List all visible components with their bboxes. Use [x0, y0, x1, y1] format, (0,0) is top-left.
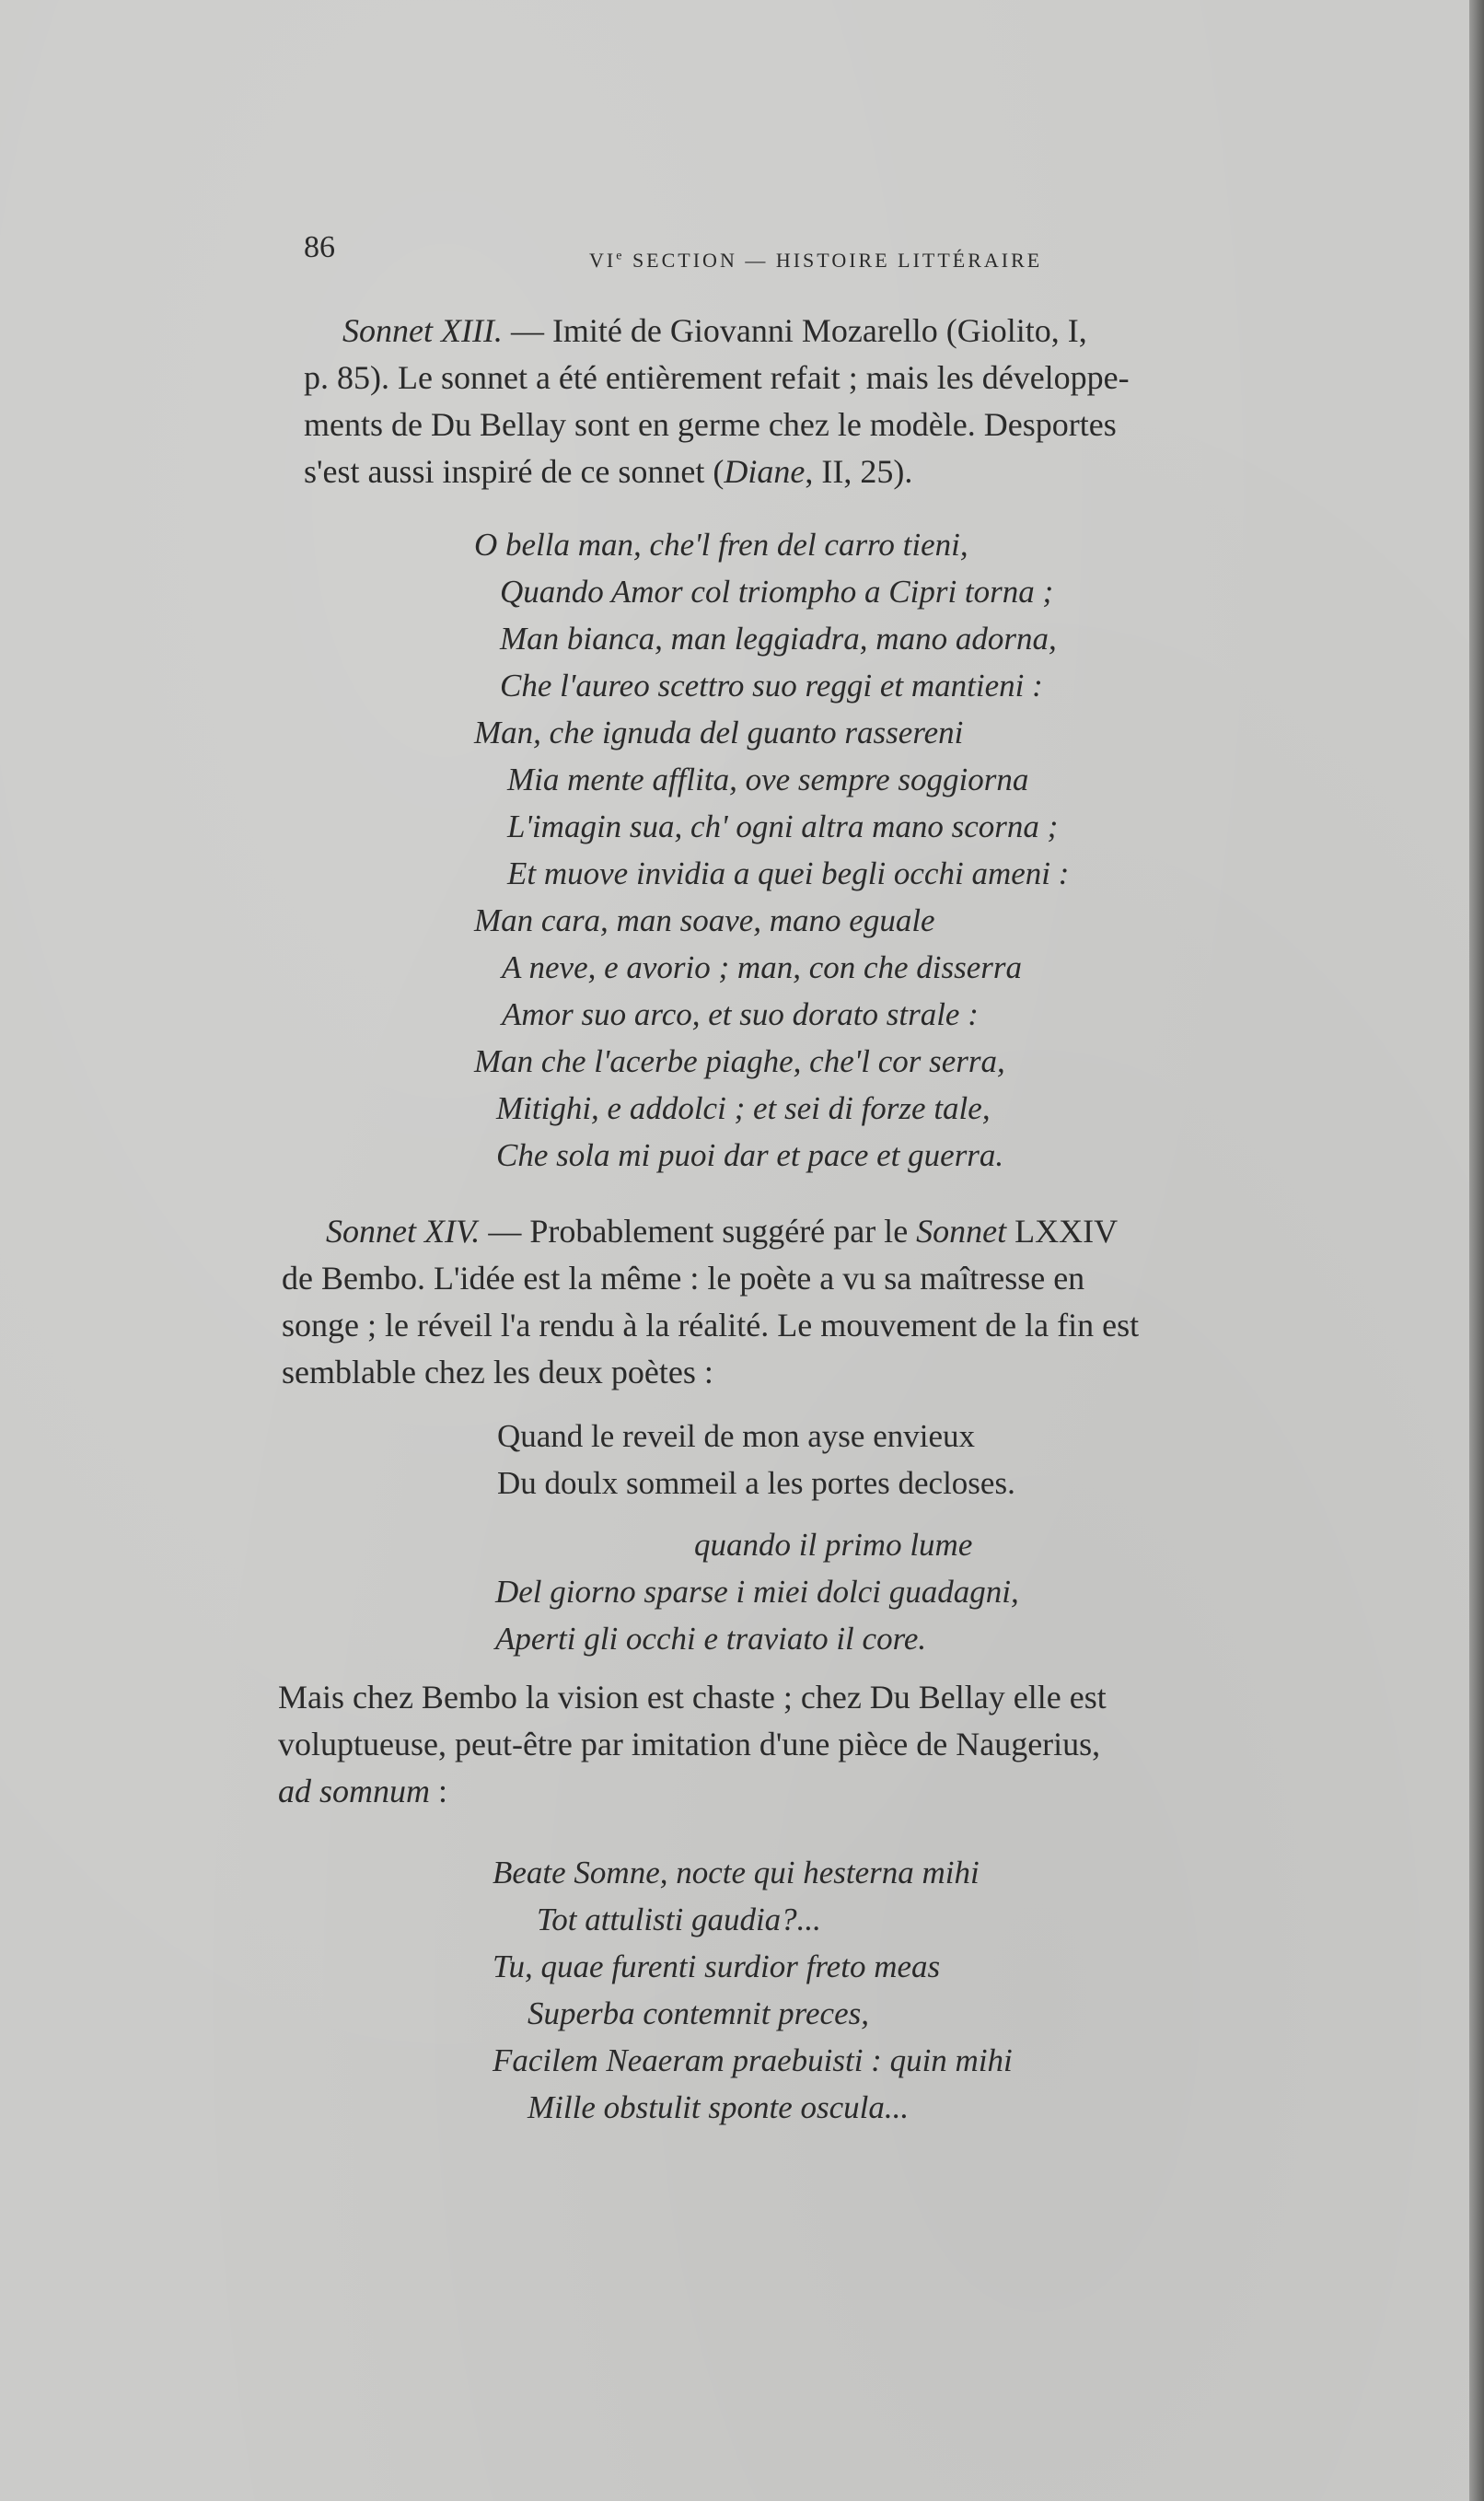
- page-header: [304, 230, 1132, 276]
- poem-mozarello: [474, 521, 1069, 1179]
- text-line: Mais chez Bembo la vision est chaste ; chez Du Bellay elle est: [278, 1679, 1107, 1716]
- verse-line: Mille obstulit sponte oscula...: [528, 2089, 910, 2125]
- verse-line: Man bianca, man leggiadra, mano adorna,: [500, 621, 1057, 657]
- text-span: — Probablement suggéré par le: [480, 1213, 917, 1250]
- verse-line: Quando Amor col triompho a Cipri torna ;: [500, 574, 1054, 610]
- paragraph-sonnet-xiii: [304, 308, 1130, 495]
- text-span: :: [430, 1773, 448, 1809]
- page-number: 86: [304, 230, 335, 264]
- verse-line: Mitighi, e addolci ; et sei di forze tale,: [496, 1090, 991, 1126]
- page-edge-shadow: [1469, 0, 1484, 2501]
- work-title: ad somnum: [278, 1773, 431, 1809]
- verse-line: L'imagin sua, ch' ogni altra mano scorna ;: [507, 808, 1059, 844]
- verse-line: A neve, e avorio ; man, con che disserra: [502, 949, 1023, 985]
- verse-line: Che sola mi puoi dar et pace et guerra.: [496, 1137, 1004, 1173]
- verse-line: Tot attulisti gaudia?...: [537, 1902, 821, 1937]
- verse-line: Che l'aureo scettro suo reggi et mantieni :: [500, 668, 1043, 704]
- text-line: de Bembo. L'idée est la même : le poète a vu sa maîtresse en: [282, 1260, 1085, 1297]
- verse-line: Du doulx sommeil a les portes decloses.: [497, 1465, 1015, 1501]
- verse-line: Aperti gli occhi e traviato il core.: [495, 1621, 927, 1657]
- text-line: semblable chez les deux poètes :: [282, 1354, 713, 1390]
- text-line: ments de Du Bellay sont en germe chez le modèle. Desportes: [304, 406, 1117, 443]
- text-line: voluptueuse, peut-être par imitation d'une pièce de Naugerius,: [278, 1726, 1101, 1762]
- section-title: SECTION — HISTOIRE LITTÉRAIRE: [624, 249, 1043, 272]
- verse-line: Facilem Neaeram praebuisti : quin mihi: [493, 2042, 1013, 2078]
- poem-du-bellay-excerpt: [497, 1413, 1015, 1506]
- verse-line: Man, che ignuda del guanto rassereni: [474, 715, 964, 750]
- text-span: s'est aussi inspiré de ce sonnet (: [304, 453, 725, 490]
- work-title: Sonnet: [916, 1213, 1007, 1250]
- work-title: Diane: [724, 453, 806, 490]
- text-line: songe ; le réveil l'a rendu à la réalité. Le mouvement de la fin est: [282, 1307, 1140, 1344]
- verse-line: Tu, quae furenti surdior freto meas: [493, 1948, 941, 1984]
- verse-line: Del giorno sparse i miei dolci guadagni,: [495, 1574, 1019, 1610]
- paragraph-sonnet-xiv: [282, 1208, 1139, 1396]
- verse-line: Et muove invidia a quei begli occhi ameni :: [507, 855, 1070, 891]
- text-span: , II, 25).: [805, 453, 913, 490]
- verse-line: O bella man, che'l fren del carro tieni,: [474, 527, 968, 563]
- running-head: [589, 249, 1042, 273]
- poem-bembo-excerpt: [495, 1521, 1019, 1662]
- sonnet-title: Sonnet XIV.: [326, 1213, 481, 1250]
- section-numeral: VI: [589, 249, 617, 272]
- verse-line: Superba contemnit preces,: [528, 1995, 869, 2031]
- verse-line: Man che l'acerbe piaghe, che'l cor serra,: [474, 1043, 1005, 1079]
- poem-naugerius: [493, 1849, 1013, 2131]
- verse-line: Man cara, man soave, mano eguale: [474, 902, 935, 938]
- verse-line: Mia mente afflita, ove sempre soggiorna: [507, 762, 1029, 797]
- text-line: [304, 308, 1130, 355]
- text-line: [278, 1768, 1107, 1815]
- verse-line: Quand le reveil de mon ayse envieux: [497, 1418, 975, 1454]
- sonnet-title: Sonnet XIII.: [342, 312, 503, 349]
- text-line: p. 85). Le sonnet a été entièrement refait ; mais les développe-: [304, 359, 1130, 396]
- text-line: [282, 1208, 1139, 1255]
- verse-line: quando il primo lume: [694, 1527, 973, 1563]
- section-superscript: e: [616, 249, 625, 263]
- text-span: LXXIV: [1006, 1213, 1119, 1250]
- paragraph-bembo-vision: [278, 1674, 1107, 1815]
- text-line: [304, 448, 1130, 495]
- text-span: — Imité de Giovanni Mozarello (Giolito, I,: [502, 312, 1087, 349]
- verse-line: Amor suo arco, et suo dorato strale :: [502, 996, 979, 1032]
- verse-line: Beate Somne, nocte qui hesterna mihi: [493, 1855, 980, 1890]
